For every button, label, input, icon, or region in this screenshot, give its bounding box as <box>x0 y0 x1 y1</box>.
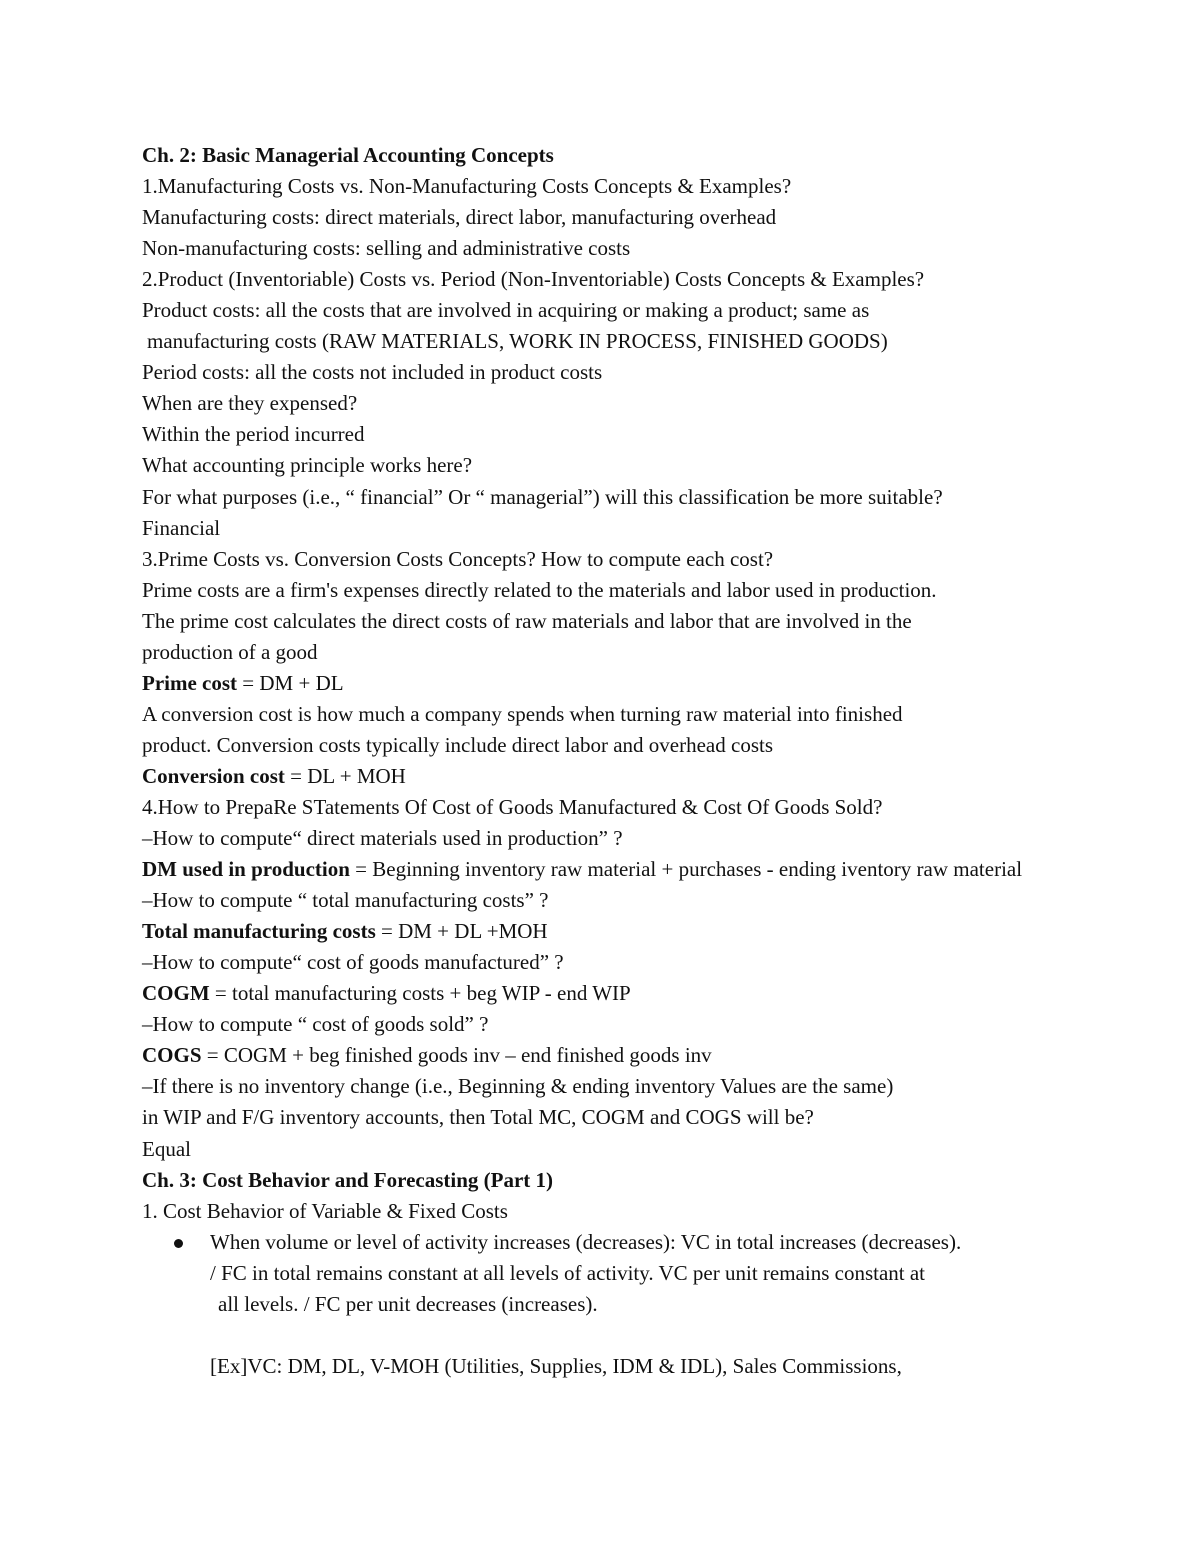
no-change-question-1: –If there is no inventory change (i.e., Beginning & ending inventory Values are the same) <box>142 1074 894 1099</box>
no-change-question-2: in WIP and F/G inventory accounts, then Total MC, COGM and COGS will be? <box>142 1105 814 1130</box>
dm-equation: = Beginning inventory raw material + purchases - ending iventory raw material <box>349 857 1023 882</box>
cogm-label: COGM <box>142 981 210 1006</box>
conversion-cost-equation: = DL + MOH <box>284 763 406 788</box>
ch3-question-1: 1. Cost Behavior of Variable & Fixed Costs <box>142 1198 508 1223</box>
tmc-question: –How to compute “ total manufacturing costs” ? <box>142 888 549 913</box>
dm-formula <box>142 854 1182 885</box>
bullet-continuation-2: all levels. / FC per unit decreases (increases). <box>218 1291 598 1316</box>
non-manufacturing-costs-text: Non-manufacturing costs: selling and administrative costs <box>142 236 631 261</box>
dm-question: –How to compute“ direct materials used in production” ? <box>142 826 623 851</box>
prime-cost-equation: = DM + DL <box>237 670 344 695</box>
cogs-equation: = COGM + beg finished goods inv – end finished goods inv <box>201 1043 712 1068</box>
dm-label: DM used in production <box>142 857 350 882</box>
chapter-3-heading: Ch. 3: Cost Behavior and Forecasting (Part 1) <box>142 1167 554 1192</box>
document-page <box>142 140 1182 1382</box>
question-4: 4.How to PrepaRe STatements Of Cost of Goods Manufactured & Cost Of Goods Sold? <box>142 794 883 819</box>
when-expensed-question: When are they expensed? <box>142 391 358 416</box>
chapter-2-heading: Ch. 2: Basic Managerial Accounting Concepts <box>142 143 554 167</box>
bullet-text-1: When volume or level of activity increases (decreases): VC in total increases (decreases). <box>210 1229 962 1254</box>
question-2: 2.Product (Inventoriable) Costs vs. Period (Non-Inventoriable) Costs Concepts & Examples? <box>142 267 925 292</box>
purposes-question: For what purposes (i.e., “ financial” Or “ managerial”) will this classification be more suitable? <box>142 484 943 509</box>
prime-definition-3: production of a good <box>142 639 318 664</box>
conversion-cost-label: Conversion cost <box>142 763 285 788</box>
cogs-formula <box>142 1040 1182 1071</box>
conversion-definition-1: A conversion cost is how much a company spends when turning raw material into finished <box>142 701 903 726</box>
prime-cost-formula <box>142 668 1182 699</box>
question-3: 3.Prime Costs vs. Conversion Costs Concepts? How to compute each cost? <box>142 546 774 571</box>
tmc-equation: = DM + DL +MOH <box>375 919 548 944</box>
financial-answer: Financial <box>142 515 221 540</box>
prime-definition-2: The prime cost calculates the direct costs of raw materials and labor that are involved in the <box>142 608 912 633</box>
prime-cost-label: Prime cost <box>142 670 238 695</box>
product-costs-text-1: Product costs: all the costs that are involved in acquiring or making a product; same as <box>142 298 870 323</box>
tmc-formula <box>142 916 1182 947</box>
period-costs-text: Period costs: all the costs not included in product costs <box>142 360 603 385</box>
manufacturing-costs-text: Manufacturing costs: direct materials, direct labor, manufacturing overhead <box>142 205 777 230</box>
conversion-cost-formula <box>142 761 1182 792</box>
conversion-definition-2: product. Conversion costs typically include direct labor and overhead costs <box>142 732 773 757</box>
cogs-question: –How to compute “ cost of goods sold” ? <box>142 1012 489 1037</box>
cogs-label: COGS <box>142 1043 202 1068</box>
accounting-principle-question: What accounting principle works here? <box>142 453 473 478</box>
tmc-label: Total manufacturing costs <box>142 919 376 944</box>
cogm-formula <box>142 978 1182 1009</box>
blank-line <box>142 1320 1182 1351</box>
bullet-dot-icon <box>174 1239 183 1248</box>
equal-answer: Equal <box>142 1136 191 1161</box>
product-costs-text-2: manufacturing costs (RAW MATERIALS, WORK IN PROCESS, FINISHED GOODS) <box>147 329 888 354</box>
bullet-continuation-1: / FC in total remains constant at all levels of activity. VC per unit remains constant at <box>210 1260 926 1285</box>
cogm-question: –How to compute“ cost of goods manufactured” ? <box>142 950 564 975</box>
within-period-answer: Within the period incurred <box>142 422 365 447</box>
question-1: 1.Manufacturing Costs vs. Non-Manufacturing Costs Concepts & Examples? <box>142 174 792 199</box>
bullet-item <box>142 1227 1182 1258</box>
prime-definition-1: Prime costs are a firm's expenses directly related to the materials and labor used in production. <box>142 577 937 602</box>
example-text: [Ex]VC: DM, DL, V-MOH (Utilities, Supplies, IDM & IDL), Sales Commissions, <box>210 1353 902 1378</box>
cogm-equation: = total manufacturing costs + beg WIP - end WIP <box>209 981 631 1006</box>
